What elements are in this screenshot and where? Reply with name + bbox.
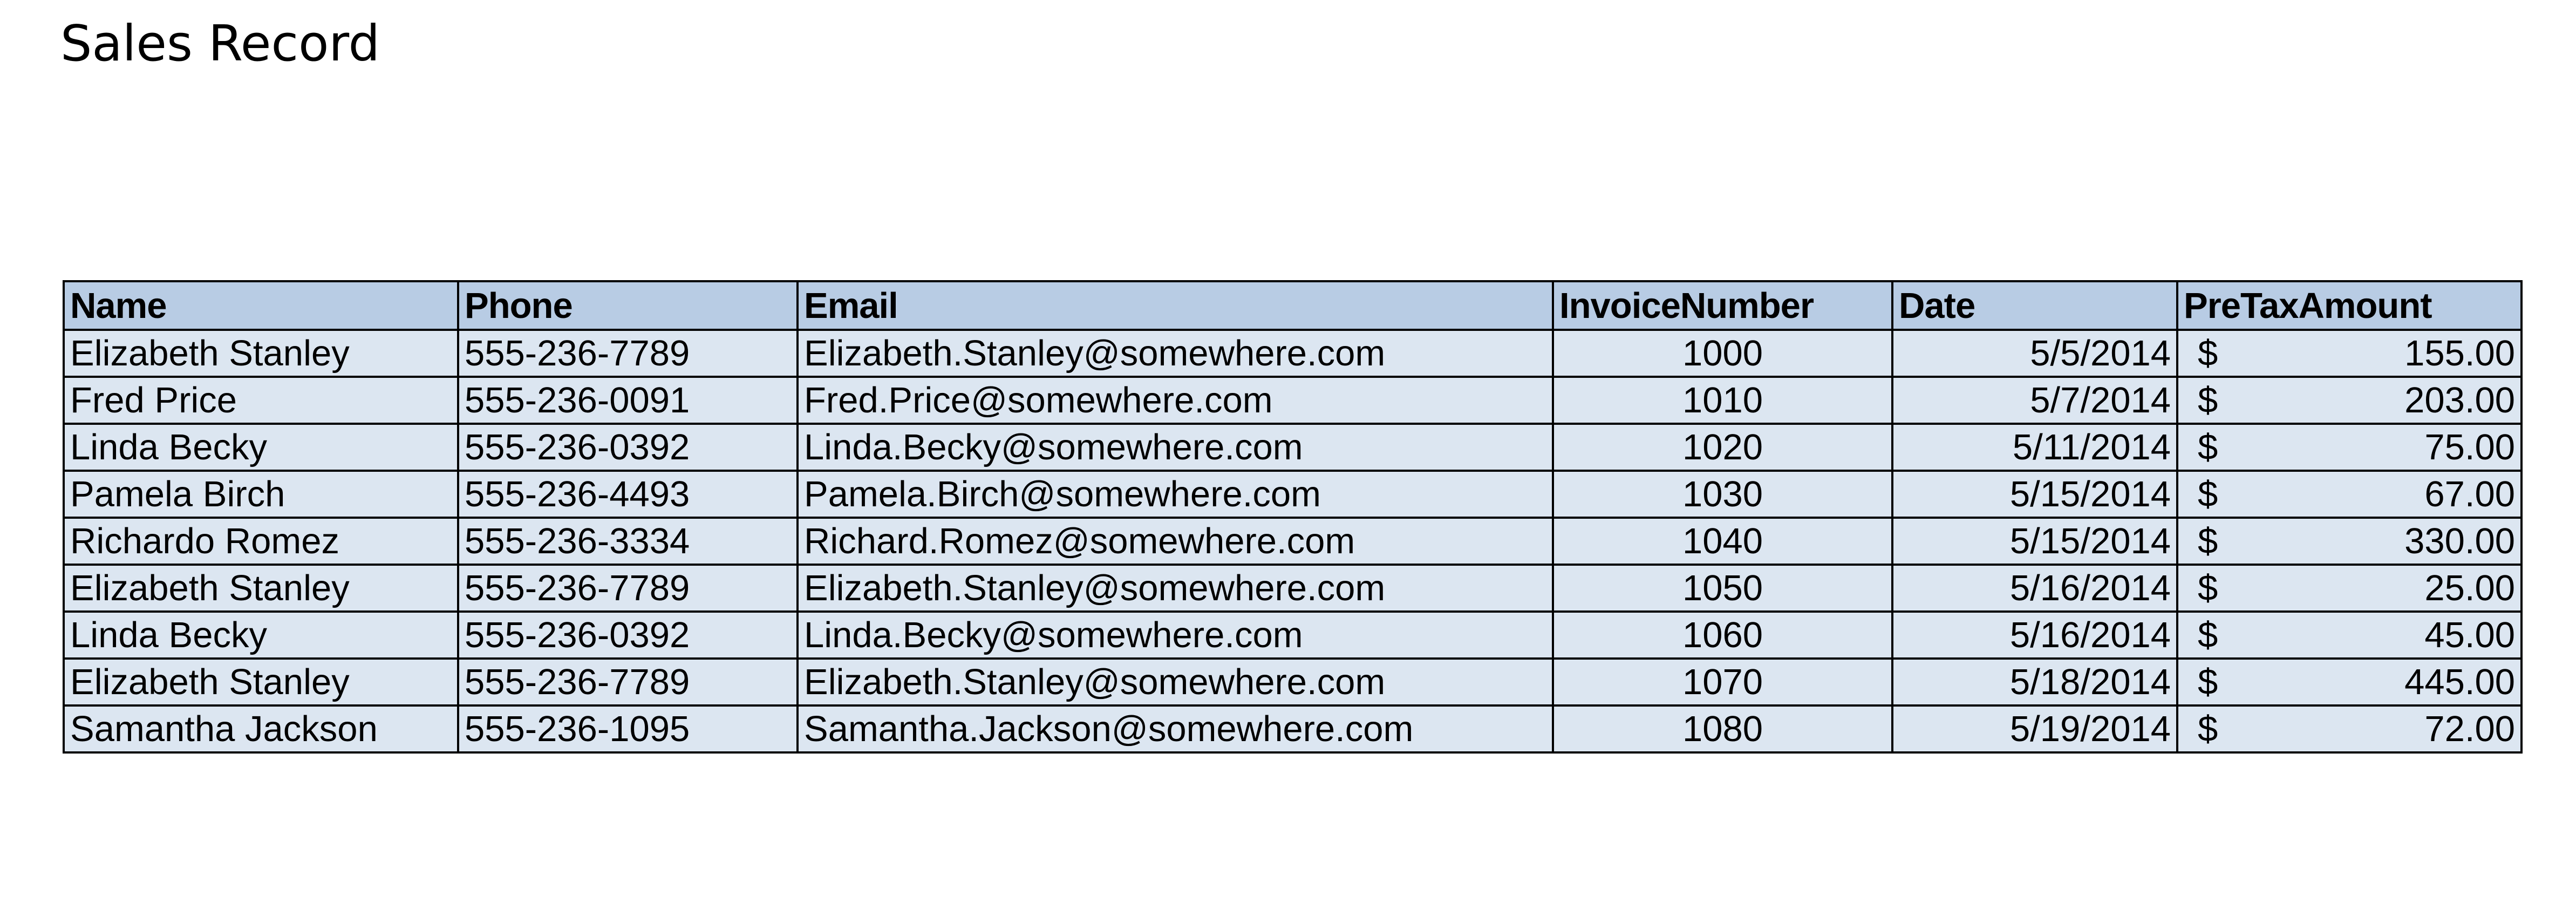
table-row <box>64 612 2522 659</box>
cell-phone[interactable]: 555-236-3334 <box>458 518 798 565</box>
table-body <box>64 330 2522 752</box>
cell-name[interactable]: Fred Price <box>64 377 458 424</box>
cell-date[interactable]: 5/11/2014 <box>1892 424 2177 471</box>
cell-email[interactable]: Linda.Becky@somewhere.com <box>798 612 1553 659</box>
cell-date[interactable]: 5/18/2014 <box>1892 659 2177 705</box>
cell-email[interactable]: Elizabeth.Stanley@somewhere.com <box>798 330 1553 377</box>
currency-symbol: $ <box>2198 333 2218 374</box>
cell-email[interactable]: Linda.Becky@somewhere.com <box>798 424 1553 471</box>
cell-email[interactable]: Samantha.Jackson@somewhere.com <box>798 705 1553 752</box>
cell-name[interactable]: Elizabeth Stanley <box>64 565 458 612</box>
amount-value: 445.00 <box>2404 662 2515 702</box>
currency-symbol: $ <box>2198 380 2218 420</box>
column-header-pretax-amount[interactable]: PreTaxAmount <box>2177 281 2522 330</box>
cell-email[interactable]: Pamela.Birch@somewhere.com <box>798 471 1553 518</box>
column-header-name[interactable]: Name <box>64 281 458 330</box>
cell-pretax-amount[interactable] <box>2177 612 2522 659</box>
currency-symbol: $ <box>2198 474 2218 514</box>
cell-invoice-number[interactable]: 1060 <box>1553 612 1892 659</box>
cell-name[interactable]: Linda Becky <box>64 612 458 659</box>
sales-table <box>63 280 2523 754</box>
cell-phone[interactable]: 555-236-7789 <box>458 659 798 705</box>
amount-value: 25.00 <box>2424 568 2515 608</box>
cell-phone[interactable]: 555-236-0392 <box>458 424 798 471</box>
amount-value: 72.00 <box>2424 709 2515 749</box>
column-header-email[interactable]: Email <box>798 281 1553 330</box>
table-row <box>64 377 2522 424</box>
column-header-invoice-number[interactable]: InvoiceNumber <box>1553 281 1892 330</box>
cell-email[interactable]: Fred.Price@somewhere.com <box>798 377 1553 424</box>
table-row <box>64 565 2522 612</box>
amount-value: 75.00 <box>2424 427 2515 467</box>
cell-pretax-amount[interactable] <box>2177 518 2522 565</box>
currency-symbol: $ <box>2198 615 2218 655</box>
cell-name[interactable]: Richardo Romez <box>64 518 458 565</box>
cell-invoice-number[interactable]: 1030 <box>1553 471 1892 518</box>
cell-invoice-number[interactable]: 1010 <box>1553 377 1892 424</box>
cell-date[interactable]: 5/16/2014 <box>1892 612 2177 659</box>
cell-pretax-amount[interactable] <box>2177 705 2522 752</box>
cell-pretax-amount[interactable] <box>2177 659 2522 705</box>
amount-value: 330.00 <box>2404 521 2515 561</box>
cell-date[interactable]: 5/15/2014 <box>1892 471 2177 518</box>
cell-email[interactable]: Elizabeth.Stanley@somewhere.com <box>798 565 1553 612</box>
cell-date[interactable]: 5/19/2014 <box>1892 705 2177 752</box>
table-row <box>64 659 2522 705</box>
cell-name[interactable]: Linda Becky <box>64 424 458 471</box>
cell-phone[interactable]: 555-236-4493 <box>458 471 798 518</box>
cell-pretax-amount[interactable] <box>2177 377 2522 424</box>
cell-pretax-amount[interactable] <box>2177 424 2522 471</box>
cell-email[interactable]: Richard.Romez@somewhere.com <box>798 518 1553 565</box>
table-row <box>64 330 2522 377</box>
cell-phone[interactable]: 555-236-7789 <box>458 565 798 612</box>
cell-name[interactable]: Pamela Birch <box>64 471 458 518</box>
table-row <box>64 424 2522 471</box>
cell-phone[interactable]: 555-236-0392 <box>458 612 798 659</box>
cell-date[interactable]: 5/15/2014 <box>1892 518 2177 565</box>
cell-pretax-amount[interactable] <box>2177 471 2522 518</box>
currency-symbol: $ <box>2198 521 2218 561</box>
cell-email[interactable]: Elizabeth.Stanley@somewhere.com <box>798 659 1553 705</box>
cell-invoice-number[interactable]: 1080 <box>1553 705 1892 752</box>
amount-value: 203.00 <box>2404 380 2515 420</box>
cell-date[interactable]: 5/5/2014 <box>1892 330 2177 377</box>
cell-phone[interactable]: 555-236-0091 <box>458 377 798 424</box>
currency-symbol: $ <box>2198 662 2218 702</box>
cell-date[interactable]: 5/16/2014 <box>1892 565 2177 612</box>
amount-value: 45.00 <box>2424 615 2515 655</box>
amount-value: 67.00 <box>2424 474 2515 514</box>
cell-invoice-number[interactable]: 1050 <box>1553 565 1892 612</box>
cell-phone[interactable]: 555-236-1095 <box>458 705 798 752</box>
cell-invoice-number[interactable]: 1020 <box>1553 424 1892 471</box>
currency-symbol: $ <box>2198 427 2218 467</box>
column-header-date[interactable]: Date <box>1892 281 2177 330</box>
amount-value: 155.00 <box>2404 333 2515 374</box>
header-row <box>64 281 2522 330</box>
cell-invoice-number[interactable]: 1070 <box>1553 659 1892 705</box>
currency-symbol: $ <box>2198 709 2218 749</box>
table-row <box>64 471 2522 518</box>
cell-pretax-amount[interactable] <box>2177 330 2522 377</box>
cell-name[interactable]: Samantha Jackson <box>64 705 458 752</box>
cell-phone[interactable]: 555-236-7789 <box>458 330 798 377</box>
cell-name[interactable]: Elizabeth Stanley <box>64 659 458 705</box>
currency-symbol: $ <box>2198 568 2218 608</box>
cell-invoice-number[interactable]: 1000 <box>1553 330 1892 377</box>
cell-invoice-number[interactable]: 1040 <box>1553 518 1892 565</box>
cell-date[interactable]: 5/7/2014 <box>1892 377 2177 424</box>
column-header-phone[interactable]: Phone <box>458 281 798 330</box>
cell-pretax-amount[interactable] <box>2177 565 2522 612</box>
table-row <box>64 518 2522 565</box>
page-title: Sales Record <box>60 15 380 72</box>
cell-name[interactable]: Elizabeth Stanley <box>64 330 458 377</box>
table-row <box>64 705 2522 752</box>
